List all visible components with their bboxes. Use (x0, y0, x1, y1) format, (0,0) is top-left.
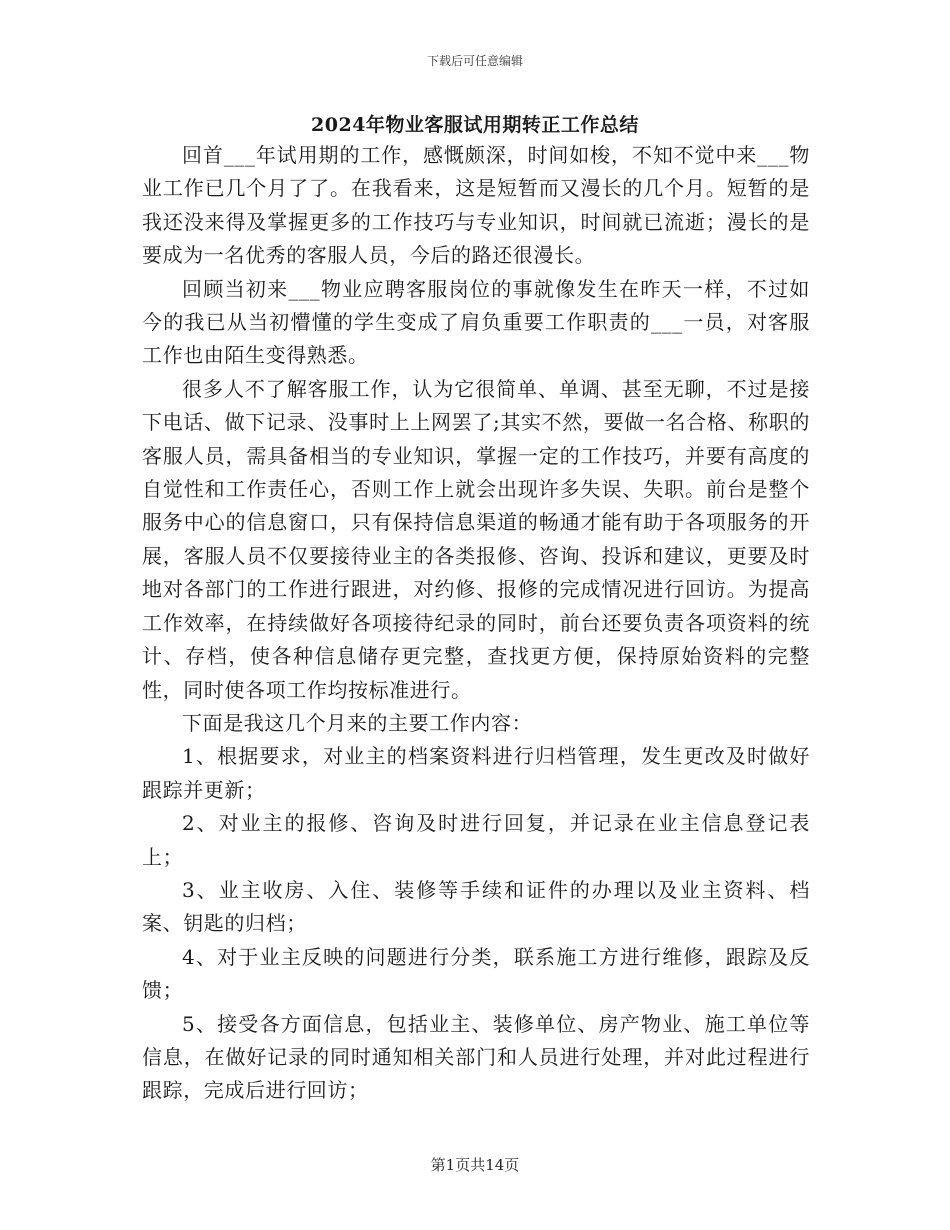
paragraph: 下面是我这几个月来的主要工作内容： (182, 710, 533, 735)
list-item: 4、对于业主反映的问题进行分类，联系施工方进行维修，跟踪及反馈； (142, 944, 810, 1003)
document-body (142, 139, 810, 1108)
paragraph: 很多人不了解客服工作，认为它很简单、单调、甚至无聊，不过是接下电话、做下记录、没事时上上网罢了;其实不然，要做一名合格、称职的客服人员，需具备相当的专业知识，掌握一定的工作技巧，并要有高度的自觉性和工作责任心，否则工作上就会出现许多失误、失职。前台是整个服务中心的信息窗口，只有保持信息渠道的畅通才能有助于各项服务的开展，客服人员不仅要接待业主的各类报修、咨询、投诉和建议，更要及时地对各部门的工作进行跟进，对约修、报修的完成情况进行回访。为提高工作效率，在持续做好各项接待纪录的同时，前台还要负责各项资料的统计、存档，使各种信息储存更完整，查找更方便，保持原始资料的完整性，同时使各项工作均按标准进行。 (142, 376, 810, 702)
paragraph: 回顾当初来___物业应聘客服岗位的事就像发生在昨天一样，不过如今的我已从当初懵懂的学生变成了肩负重要工作职责的___一员，对客服工作也由陌生变得熟悉。 (142, 276, 810, 368)
list-item: 5、接受各方面信息，包括业主、装修单位、房产物业、施工单位等信息，在做好记录的同时通知相关部门和人员进行处理，并对此过程进行跟踪，完成后进行回访； (142, 1011, 810, 1103)
list-item: 1、根据要求，对业主的档案资料进行归档管理，发生更改及时做好跟踪并更新； (142, 744, 810, 802)
list-item: 3、业主收房、入住、装修等手续和证件的办理以及业主资料、档案、钥匙的归档； (142, 877, 810, 936)
document-title: 2024年物业客服试用期转正工作总结 (311, 114, 639, 136)
list-item: 2、对业主的报修、咨询及时进行回复，并记录在业主信息登记表上； (142, 811, 810, 869)
header-note: 下载后可任意编辑 (426, 54, 523, 68)
page-number: 第1页共14页 (430, 1156, 520, 1174)
paragraph: 回首___年试用期的工作，感慨颇深，时间如梭，不知不觉中来___物业工作已几个月了了。在我看来，这是短暂而又漫长的几个月。短暂的是我还没来得及掌握更多的工作技巧与专业知识，时间就已流逝；漫长的是要成为一名优秀的客服人员，今后的路还很漫长。 (142, 143, 810, 268)
